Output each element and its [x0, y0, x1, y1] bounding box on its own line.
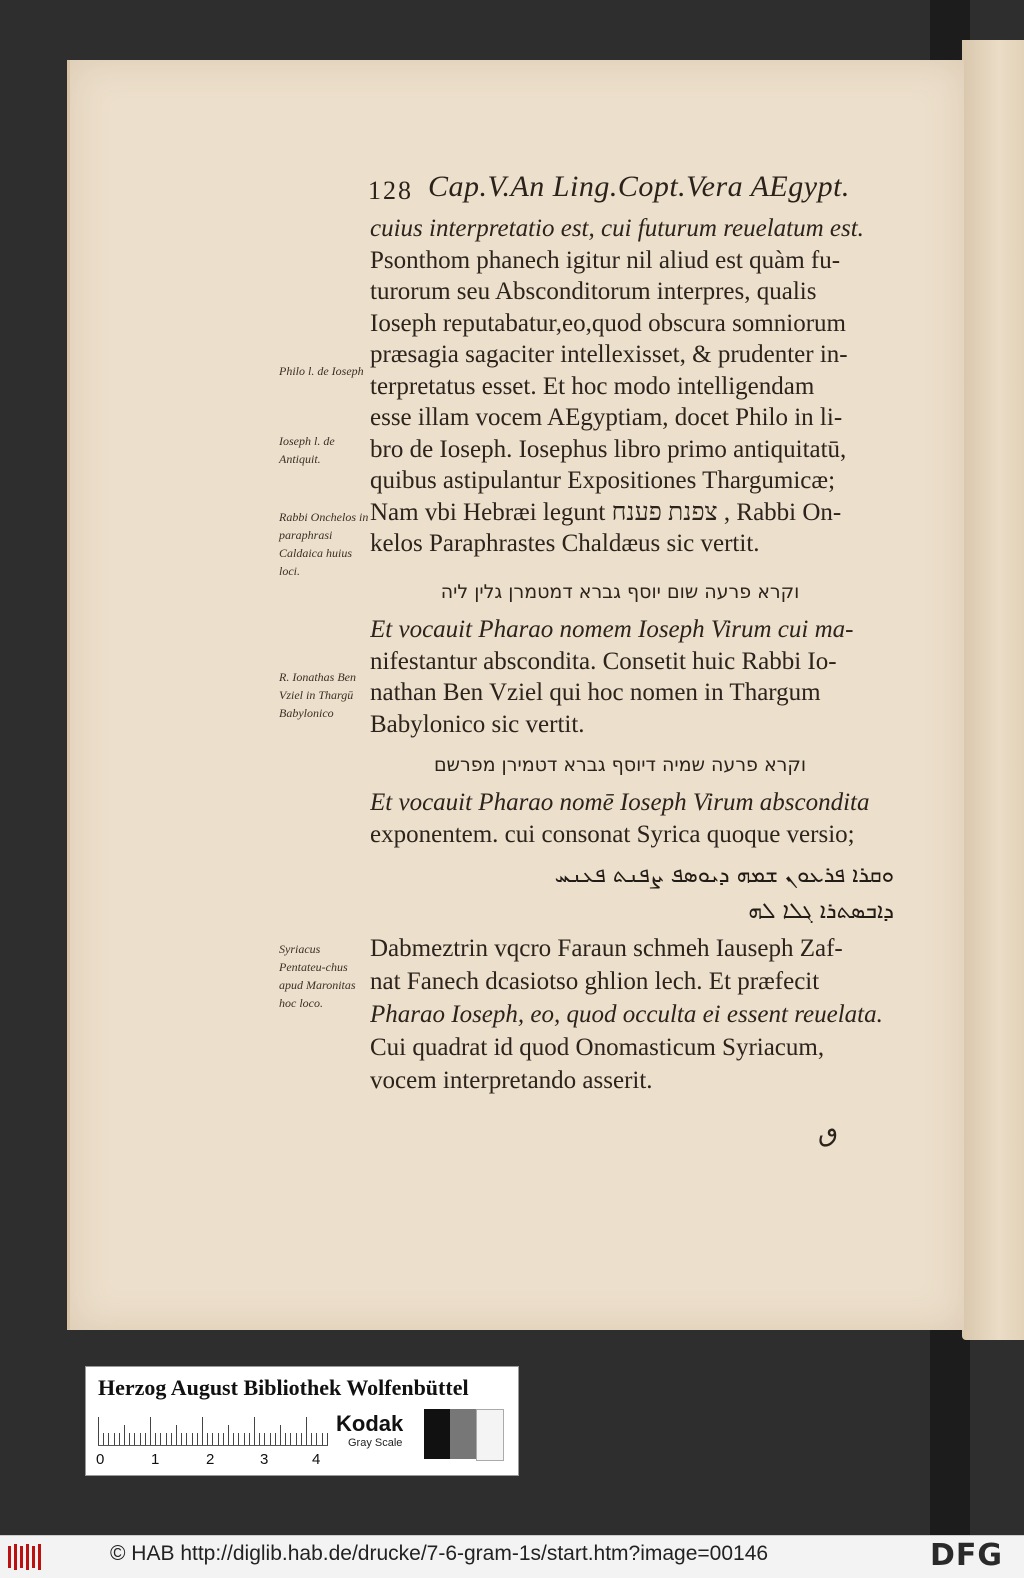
ruler-tick [108, 1433, 109, 1445]
library-name: Herzog August Bibliothek Wolfenbüttel [98, 1375, 469, 1400]
page-number: 128 [368, 176, 413, 205]
catchword: ٯ [818, 1118, 839, 1147]
ruler-tick [134, 1433, 135, 1445]
ruler-tick [202, 1417, 203, 1445]
ruler-tick [186, 1433, 187, 1445]
ruler-tick [160, 1433, 161, 1445]
text-line: nifestantur abscondita. Consetit huic Rabbi Io- [370, 647, 837, 675]
ruler-tick [290, 1433, 291, 1445]
ruler-tick [124, 1425, 125, 1445]
syriac-quotation: ܘܩܪܐ ܦܪܥܘܢ ܫܡܗ ܕܝܘܣܦ ܨܦܢܬ ܦܥܢܚ [554, 863, 894, 888]
ruler-tick [181, 1433, 182, 1445]
ruler-tick [238, 1433, 239, 1445]
text-line: cuius interpretatio est, cui futurum reuelatum est. [370, 215, 864, 242]
margin-note: Ioseph l. de Antiquit. [279, 434, 335, 466]
syriac-quotation: ܕܐܒܣܬܪܐ ܓܠܐ ܠܗ [748, 899, 894, 924]
ruler-tick [254, 1417, 255, 1445]
ruler-tick [155, 1433, 156, 1445]
footer-bar [0, 1535, 1024, 1578]
ruler-tick [249, 1433, 250, 1445]
margin-note: R. Ionathas Ben Vziel in Thargū Babylonico [279, 670, 356, 720]
kodak-subtitle: Gray Scale [348, 1437, 403, 1449]
ruler-tick [140, 1433, 141, 1445]
ruler-tick [119, 1433, 120, 1445]
text-line: vocem interpretando asserit. [370, 1067, 653, 1094]
gray-patch-black [424, 1409, 450, 1459]
text-line: Dabmeztrin vqcro Faraun schmeh Iauseph Zaf- [370, 935, 843, 962]
hebrew-quotation: וקרא פרעה שמיה דיוסף גברא דטמירן מפרשם [433, 754, 807, 776]
ruler-tick [322, 1433, 323, 1445]
ruler-tick [197, 1433, 198, 1445]
ruler-tick [316, 1433, 317, 1445]
ruler-tick [296, 1433, 297, 1445]
gray-patch-gray [450, 1409, 476, 1459]
footer-url[interactable]: © HAB http://diglib.hab.de/drucke/7-6-gram-1s/start.htm?image=00146 [110, 1542, 769, 1565]
ruler-tick [259, 1433, 260, 1445]
text-line: exponentem. cui consonat Syrica quoque versio; [370, 820, 855, 848]
ruler-tick [275, 1433, 276, 1445]
text-line: nat Fanech dcasiotso ghlion lech. Et præfecit [370, 968, 820, 995]
ruler-number: 4 [312, 1451, 321, 1468]
hebrew-quotation: וקרא פרעה שום יוסף גברא דמטמרן גלין ליה [440, 581, 800, 603]
text-line: kelos Paraphrastes Chaldæus sic vertit. [370, 530, 760, 557]
ruler-tick [306, 1417, 307, 1445]
text-line: quibus astipulantur Expositiones Thargumicæ; [370, 467, 836, 494]
ruler-tick [150, 1417, 151, 1445]
text-line: Ioseph reputabatur,eo,quod obscura somniorum [370, 309, 846, 337]
scale-ruler [98, 1415, 328, 1446]
text-line: Pharao Ioseph, eo, quod occulta ei essent reuelata. [370, 1001, 883, 1028]
ruler-tick [223, 1433, 224, 1445]
ruler-tick [192, 1433, 193, 1445]
text-line: Babylonico sic vertit. [370, 710, 585, 738]
text-line: terpretatus esset. Et hoc modo intelligendam [370, 372, 815, 400]
text-line: nathan Ben Vziel qui hoc nomen in Thargum [370, 679, 821, 706]
ruler-tick [129, 1433, 130, 1445]
ruler-tick [98, 1417, 99, 1445]
text-line: Psonthom phanech igitur nil aliud est quàm fu- [370, 246, 841, 274]
next-page-edge [962, 40, 1024, 1340]
ruler-tick [228, 1425, 229, 1445]
text-line: Et vocauit Pharao nomē Ioseph Virum abscondita [370, 789, 870, 816]
text-line: bro de Ioseph. Iosephus libro primo antiquitatū, [370, 435, 847, 463]
kodak-brand: Kodak [336, 1411, 404, 1436]
hab-logo-icon [6, 1542, 46, 1572]
margin-note: Rabbi Onchelos in paraphrasi Caldaica huius loci. [279, 510, 369, 578]
ruler-tick [301, 1433, 302, 1445]
ruler-tick [311, 1433, 312, 1445]
ruler-tick [103, 1433, 104, 1445]
ruler-tick [264, 1433, 265, 1445]
ruler-tick [244, 1433, 245, 1445]
ruler-tick [218, 1433, 219, 1445]
ruler-number: 3 [260, 1451, 269, 1468]
text-line: Et vocauit Pharao nomem Ioseph Virum cui ma- [370, 616, 854, 643]
ruler-number: 1 [151, 1451, 160, 1468]
ruler-tick [166, 1433, 167, 1445]
margin-note: Syriacus Pentateu-chus apud Maronitas hoc loco. [279, 942, 356, 1010]
ruler-tick [280, 1425, 281, 1445]
running-head [368, 168, 888, 212]
ruler-tick [212, 1433, 213, 1445]
ruler-tick [270, 1433, 271, 1445]
ruler-tick [114, 1433, 115, 1445]
ruler-tick [171, 1433, 172, 1445]
gray-patch-white [476, 1409, 504, 1461]
ruler-tick [285, 1433, 286, 1445]
text-line: præsagia sagaciter intellexisset, & prudenter in- [370, 341, 848, 368]
ruler-number: 2 [206, 1451, 215, 1468]
margin-note: Philo l. de Ioseph [279, 364, 364, 378]
ruler-number: 0 [96, 1451, 105, 1468]
text-line: turorum seu Absconditorum interpres, qualis [370, 278, 817, 305]
ruler-tick [145, 1433, 146, 1445]
running-title: Cap.V.An Ling.Copt.Vera AEgypt. [428, 170, 850, 203]
library-label [85, 1366, 519, 1476]
ruler-tick [233, 1433, 234, 1445]
text-line: esse illam vocem AEgyptiam, docet Philo in li- [370, 404, 843, 431]
text-line: Cui quadrat id quod Onomasticum Syriacum, [370, 1034, 825, 1061]
text-line: Nam vbi Hebræi legunt צפנת פענח , Rabbi On- [370, 498, 842, 526]
ruler-tick [207, 1433, 208, 1445]
ruler-tick [327, 1433, 328, 1445]
ruler-tick [176, 1425, 177, 1445]
dfg-logo: DFG [930, 1538, 1004, 1573]
